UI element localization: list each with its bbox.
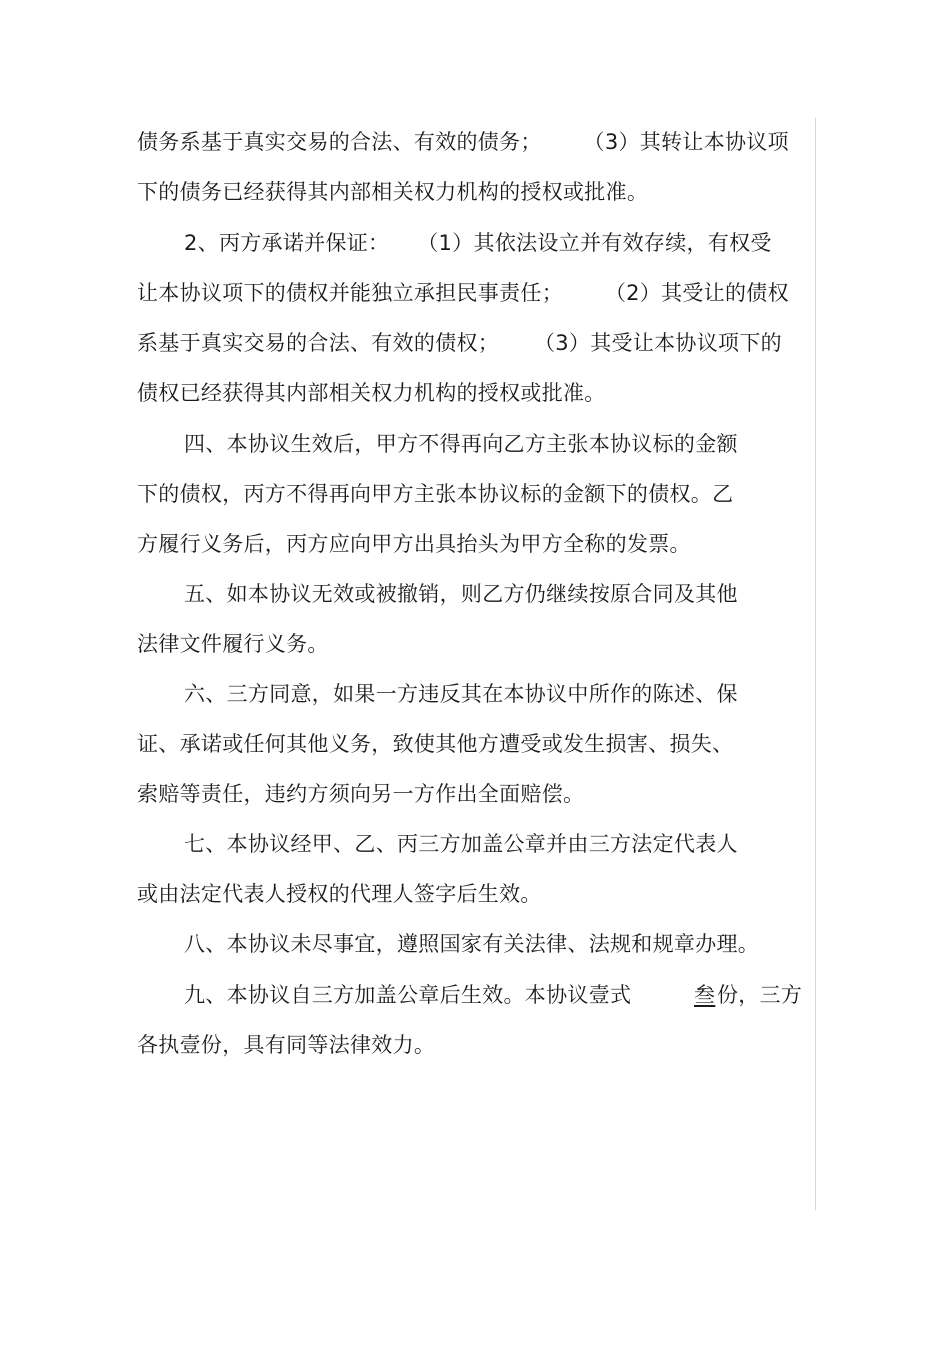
text-line-6: 债权已经获得其内部相关权力机构的授权或批准。	[137, 381, 606, 405]
text-line-15: 七、本协议经甲、乙、丙三方加盖公章并由三方法定代表人	[184, 832, 738, 856]
text-line-16: 或由法定代表人授权的代理人签字后生效。	[137, 882, 542, 906]
text-line-8: 下的债权，丙方不得再向甲方主张本协议标的金额下的债权。乙	[137, 482, 734, 506]
text-line-5: 系基于真实交易的合法、有效的债权； （3）其受让本协议项下的	[137, 331, 782, 355]
text-line-11: 法律文件履行义务。	[137, 632, 329, 656]
text-line-1: 债务系基于真实交易的合法、有效的债务； （3）其转让本协议项	[137, 130, 789, 154]
text-line-19: 各执壹份，具有同等法律效力。	[137, 1033, 436, 1057]
text-line-3: 2、丙方承诺并保证： （1）其依法设立并有效存续，有权受	[184, 231, 772, 255]
page-margin-rule	[815, 118, 816, 1210]
text-line-13: 证、承诺或任何其他义务，致使其他方遭受或发生损害、损失、	[137, 732, 734, 756]
text-line-7: 四、本协议生效后，甲方不得再向乙方主张本协议标的金额	[184, 432, 738, 456]
text-line-12: 六、三方同意，如果一方违反其在本协议中所作的陈述、保	[184, 682, 738, 706]
text-line-18: 九、本协议自三方加盖公章后生效。本协议壹式	[184, 983, 632, 1007]
copies-count-underlined: 叁	[694, 983, 716, 1007]
text-line-2: 下的债务已经获得其内部相关权力机构的授权或批准。	[137, 180, 649, 204]
text-line-18-tail: 份，三方	[717, 983, 803, 1007]
text-line-10: 五、如本协议无效或被撤销，则乙方仍继续按原合同及其他	[184, 582, 738, 606]
text-line-17: 八、本协议未尽事宜，遵照国家有关法律、法规和规章办理。	[184, 932, 760, 956]
text-line-4: 让本协议项下的债权并能独立承担民事责任； （2）其受让的债权	[137, 281, 789, 305]
text-line-14: 索赔等责任，违约方须向另一方作出全面赔偿。	[137, 782, 585, 806]
text-line-9: 方履行义务后，丙方应向甲方出具抬头为甲方全称的发票。	[137, 532, 691, 556]
